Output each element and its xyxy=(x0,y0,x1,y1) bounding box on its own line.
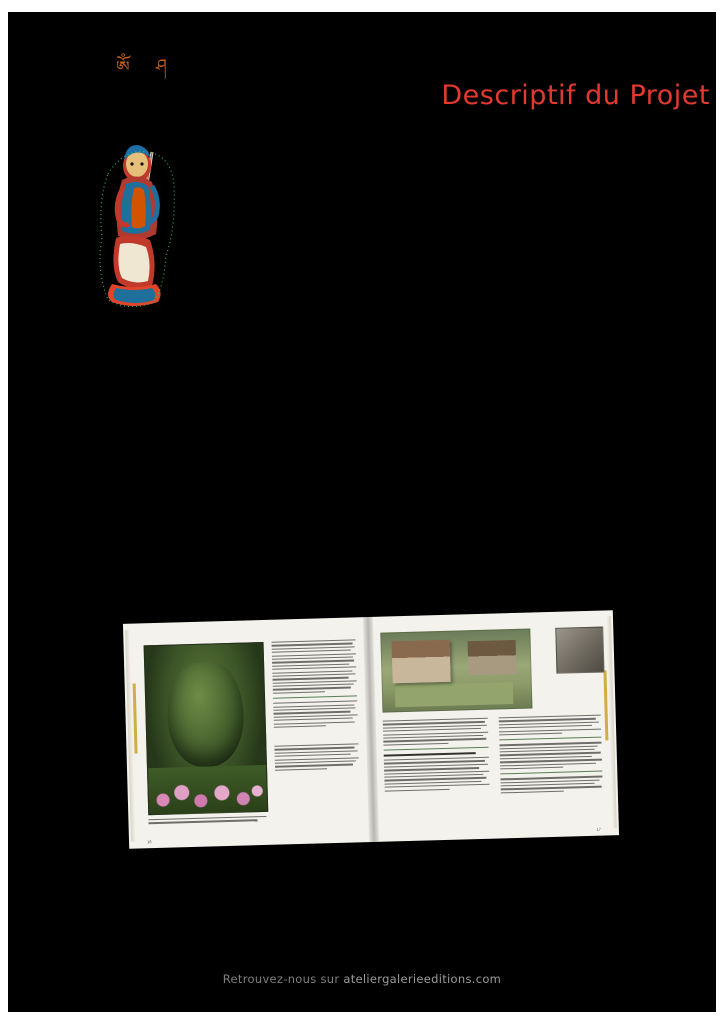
spread-left-page xyxy=(123,617,374,849)
spread-right-page xyxy=(368,610,619,842)
magazine-spread-photo xyxy=(123,610,619,849)
flower-bed xyxy=(148,765,267,814)
text-column-right-1 xyxy=(383,718,490,794)
folio-right: 17 xyxy=(596,826,601,832)
decorative-glyph-row xyxy=(108,48,188,78)
text-column-left-1 xyxy=(272,639,358,730)
hedge-head-shape xyxy=(166,662,245,768)
photo-hedge-sculpture xyxy=(144,642,269,815)
text-column-right-2 xyxy=(499,715,603,796)
page-marker-right xyxy=(603,670,608,740)
aerial-lawn xyxy=(395,682,514,707)
om-glyph-icon: ༀ xyxy=(116,58,130,78)
text-column-left-3 xyxy=(148,816,266,826)
photo-engraved-stone xyxy=(555,626,604,673)
footer-website-link[interactable]: ateliergalerieeditions.com xyxy=(343,972,502,986)
sha-glyph-icon: ཤ xyxy=(156,56,167,76)
footer xyxy=(8,972,716,986)
photo-aerial-view xyxy=(380,629,532,713)
text-column-left-2 xyxy=(274,743,359,772)
aerial-barn xyxy=(468,640,517,675)
folio-left: 16 xyxy=(146,839,152,845)
aerial-house xyxy=(392,640,451,684)
page-canvas xyxy=(8,12,716,1012)
pilgrim-illustration xyxy=(82,134,186,324)
page-title: Descriptif du Projet xyxy=(441,80,710,111)
page-marker-left xyxy=(133,684,138,754)
footer-prefix: Retrouvez-nous sur xyxy=(222,972,344,986)
